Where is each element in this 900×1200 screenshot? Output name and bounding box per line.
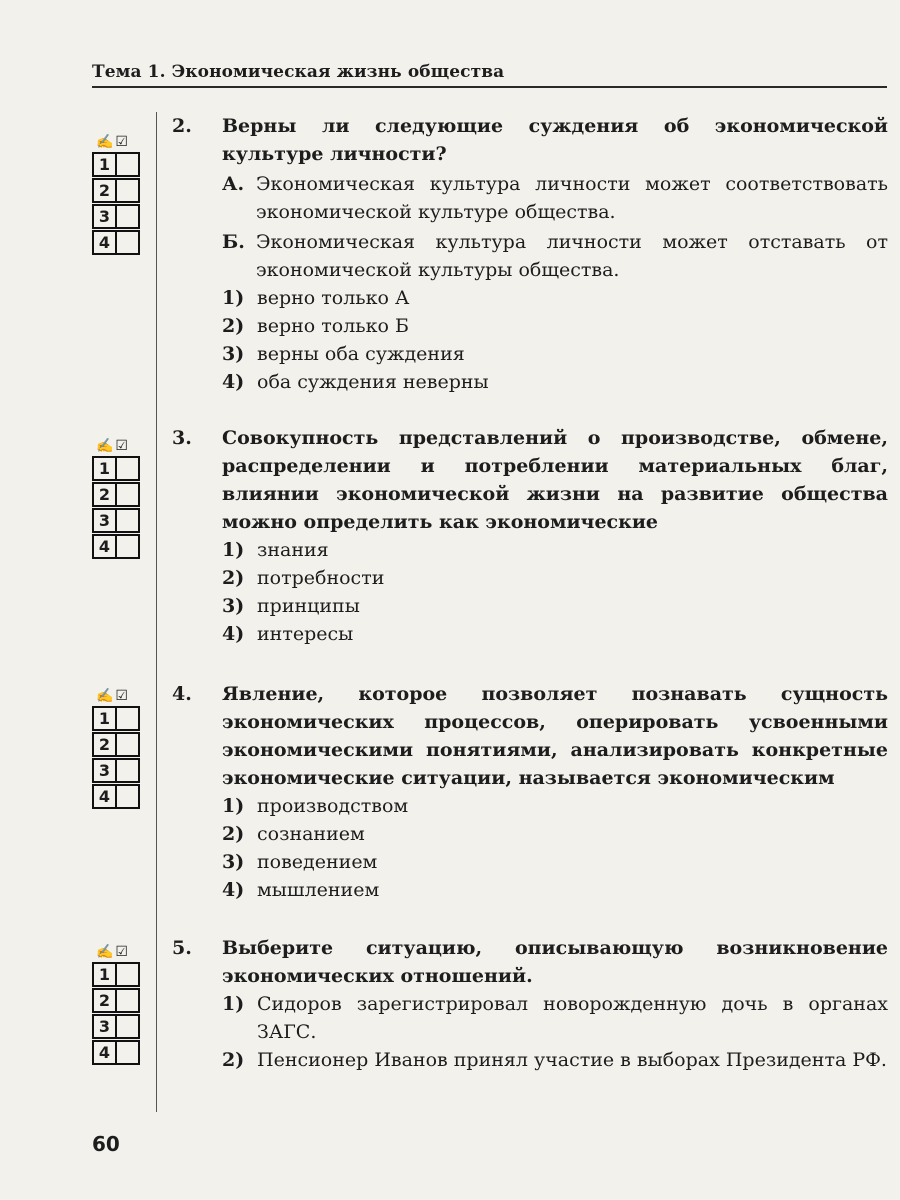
question-number: 2. xyxy=(172,115,192,137)
option-text: верно только А xyxy=(257,287,410,309)
answer-number: 2 xyxy=(92,482,117,507)
question-5 xyxy=(172,934,888,1074)
option-text: мышлением xyxy=(257,879,380,901)
option-text: сознанием xyxy=(257,823,365,845)
option-number: 2) xyxy=(222,1049,245,1071)
answer-number: 1 xyxy=(92,152,117,177)
option-text: верно только Б xyxy=(257,315,409,337)
option-text: принципы xyxy=(257,595,360,617)
page-number: 60 xyxy=(92,1132,120,1156)
answer-number: 3 xyxy=(92,758,117,783)
option-text: поведением xyxy=(257,851,378,873)
option-number: 1) xyxy=(222,795,245,817)
option-2 xyxy=(222,820,888,848)
answer-box-q3 xyxy=(92,438,142,560)
question-number: 5. xyxy=(172,937,192,959)
option-1 xyxy=(222,284,888,312)
answer-box-q4 xyxy=(92,688,142,810)
answer-number: 2 xyxy=(92,178,117,203)
answer-number: 4 xyxy=(92,534,117,559)
pencil-check-icon: ✍☑ xyxy=(96,438,130,454)
question-4 xyxy=(172,680,888,904)
answer-cell-1[interactable] xyxy=(117,962,140,987)
answer-cell-3[interactable] xyxy=(117,1014,140,1039)
option-number: 3) xyxy=(222,595,245,617)
option-text: интересы xyxy=(257,623,354,645)
answer-number: 4 xyxy=(92,784,117,809)
answer-cell-3[interactable] xyxy=(117,758,140,783)
answer-cell-1[interactable] xyxy=(117,456,140,481)
option-number: 3) xyxy=(222,851,245,873)
answer-cell-4[interactable] xyxy=(117,534,140,559)
answer-cell-1[interactable] xyxy=(117,152,140,177)
option-number: 1) xyxy=(222,993,245,1015)
option-text: знания xyxy=(257,539,329,561)
answer-number: 1 xyxy=(92,706,117,731)
answer-cell-4[interactable] xyxy=(117,1040,140,1065)
option-1 xyxy=(222,792,888,820)
option-2 xyxy=(222,564,888,592)
answer-box-q5 xyxy=(92,944,142,1066)
answer-number: 4 xyxy=(92,1040,117,1065)
option-text: верны оба суждения xyxy=(257,343,465,365)
answer-cell-2[interactable] xyxy=(117,178,140,203)
running-header: Тема 1. Экономическая жизнь общества xyxy=(92,62,505,82)
answer-number: 2 xyxy=(92,988,117,1013)
question-2 xyxy=(172,112,888,396)
answer-box-q2 xyxy=(92,134,142,256)
option-number: 4) xyxy=(222,623,245,645)
answer-number: 3 xyxy=(92,508,117,533)
statement-a xyxy=(222,170,888,226)
question-text: Верны ли следующие суждения об экономической культуре личности? xyxy=(222,115,888,165)
option-number: 3) xyxy=(222,343,245,365)
option-4 xyxy=(222,620,888,648)
option-number: 4) xyxy=(222,879,245,901)
answer-cell-2[interactable] xyxy=(117,482,140,507)
option-1 xyxy=(222,990,888,1046)
answer-number: 3 xyxy=(92,204,117,229)
answer-cell-2[interactable] xyxy=(117,988,140,1013)
answer-cell-4[interactable] xyxy=(117,230,140,255)
option-number: 2) xyxy=(222,315,245,337)
option-3 xyxy=(222,592,888,620)
answer-number: 2 xyxy=(92,732,117,757)
option-4 xyxy=(222,368,888,396)
answer-cell-3[interactable] xyxy=(117,204,140,229)
answer-number: 4 xyxy=(92,230,117,255)
answer-cell-3[interactable] xyxy=(117,508,140,533)
statement-b xyxy=(222,228,888,284)
statement-text: Экономическая культура личности может соответствовать экономической культуре общества. xyxy=(256,173,888,223)
option-3 xyxy=(222,848,888,876)
option-1 xyxy=(222,536,888,564)
option-number: 2) xyxy=(222,567,245,589)
question-number: 4. xyxy=(172,683,192,705)
pencil-check-icon: ✍☑ xyxy=(96,688,130,704)
question-number: 3. xyxy=(172,427,192,449)
answer-cell-2[interactable] xyxy=(117,732,140,757)
statement-letter: А. xyxy=(222,173,245,195)
option-2 xyxy=(222,1046,888,1074)
statement-letter: Б. xyxy=(222,231,245,253)
margin-rule xyxy=(156,112,157,1112)
option-3 xyxy=(222,340,888,368)
option-text: производством xyxy=(257,795,409,817)
option-text: Сидоров зарегистрировал новорожденную дочь в органах ЗАГС. xyxy=(257,993,888,1043)
answer-number: 3 xyxy=(92,1014,117,1039)
option-text: оба суждения неверны xyxy=(257,371,489,393)
option-number: 1) xyxy=(222,287,245,309)
question-text: Выберите ситуацию, описывающую возникновение экономических отношений. xyxy=(222,937,888,987)
answer-number: 1 xyxy=(92,962,117,987)
answer-number: 1 xyxy=(92,456,117,481)
option-text: Пенсионер Иванов принял участие в выборах Президента РФ. xyxy=(257,1049,887,1071)
question-3 xyxy=(172,424,888,648)
option-4 xyxy=(222,876,888,904)
question-text: Явление, которое позволяет познавать сущность экономических процессов, оперировать усвоенными экономическими понятиями, анализировать конкретные экономические ситуации, называется экономическим xyxy=(222,683,888,789)
pencil-check-icon: ✍☑ xyxy=(96,134,130,150)
option-text: потребности xyxy=(257,567,385,589)
answer-cell-4[interactable] xyxy=(117,784,140,809)
option-number: 4) xyxy=(222,371,245,393)
option-number: 1) xyxy=(222,539,245,561)
pencil-check-icon: ✍☑ xyxy=(96,944,130,960)
option-number: 2) xyxy=(222,823,245,845)
answer-cell-1[interactable] xyxy=(117,706,140,731)
statement-text: Экономическая культура личности может отставать от экономической культуры общества. xyxy=(256,231,888,281)
option-2 xyxy=(222,312,888,340)
question-text: Совокупность представлений о производстве, обмене, распределении и потреблении материальных благ, влиянии экономической жизни на развитие общества можно определить как экономические xyxy=(222,427,888,533)
header-rule xyxy=(92,86,887,88)
